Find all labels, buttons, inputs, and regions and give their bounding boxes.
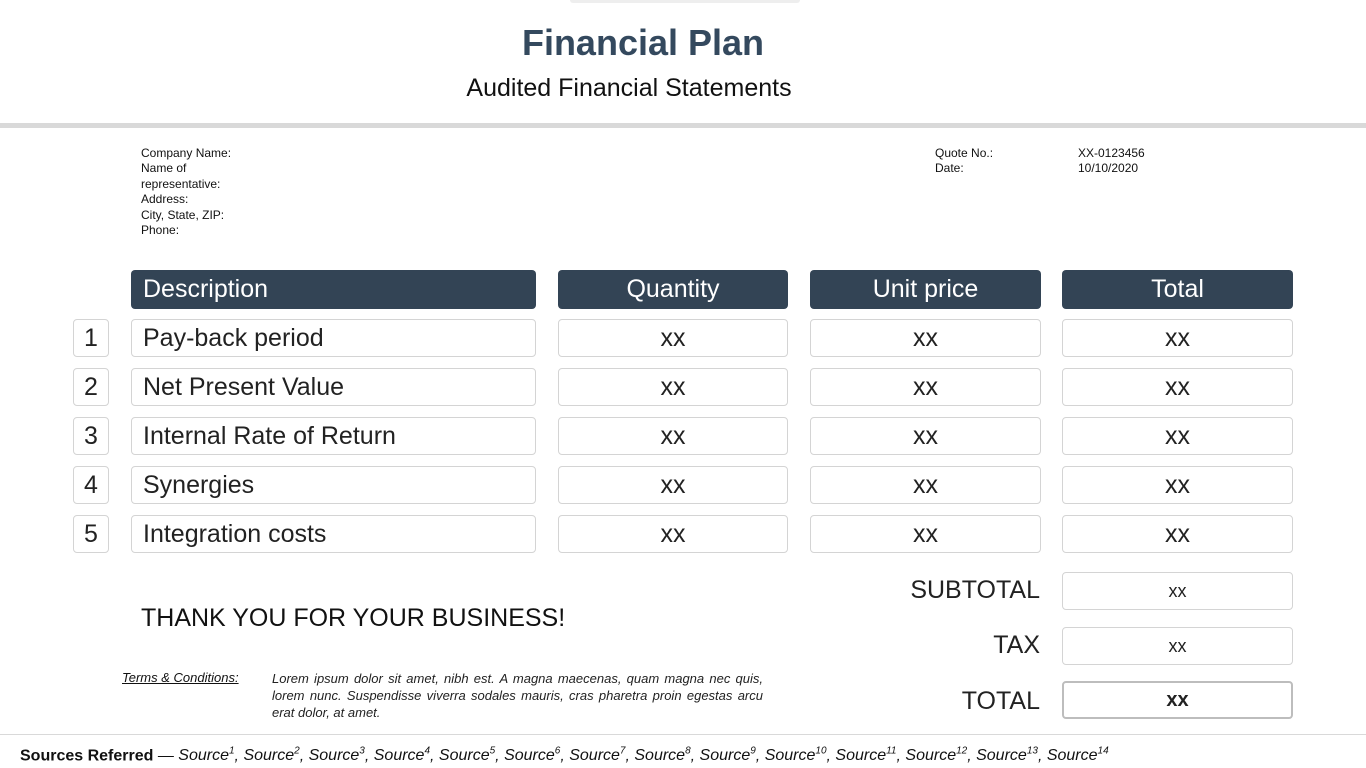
source-item: [765, 747, 827, 764]
quantity-cell: xx: [558, 368, 788, 406]
company-name-label: Company Name:: [141, 146, 232, 160]
source-superscript: 11: [886, 746, 897, 757]
unit-price-cell: xx: [810, 466, 1041, 504]
footer-divider: [0, 734, 1366, 735]
header-unit-price: Unit price: [810, 270, 1041, 309]
source-item: [439, 747, 495, 764]
source-item: [243, 747, 299, 764]
quantity-cell: xx: [558, 319, 788, 357]
source-item: [504, 747, 560, 764]
source-name: Source: [835, 747, 887, 765]
grand-total-value: xx: [1062, 681, 1293, 719]
source-name: Source: [976, 747, 1027, 765]
date-label: Date:: [935, 161, 964, 176]
source-superscript: 14: [1097, 746, 1109, 757]
city-label: City, State, ZIP:: [141, 207, 225, 222]
description-cell: Net Present Value: [131, 368, 536, 406]
total-cell: xx: [1062, 466, 1293, 504]
source-name: Source: [504, 747, 555, 765]
source-item: [374, 747, 430, 764]
total-cell: xx: [1062, 515, 1293, 553]
source-superscript: 9: [750, 746, 756, 757]
source-name: Source: [569, 747, 620, 765]
source-item: [835, 747, 896, 764]
quote-info-labels: [935, 146, 1055, 177]
terms-label: Terms & Conditions:: [122, 670, 239, 685]
page-title: Financial Plan: [521, 22, 765, 63]
source-item: [569, 747, 625, 764]
description-cell: Integration costs: [131, 515, 536, 553]
source-name: Source: [905, 747, 957, 765]
top-accent-tab: [570, 0, 800, 3]
row-number: 2: [73, 368, 109, 406]
quote-number-label: Quote No.:: [935, 146, 994, 160]
unit-price-cell: xx: [810, 319, 1041, 357]
source-name: Source: [243, 747, 295, 765]
subtotal-label: SUBTOTAL: [910, 576, 1040, 604]
row-number: 1: [73, 319, 109, 357]
row-number: 4: [73, 466, 109, 504]
tax-label: TAX: [993, 631, 1040, 659]
source-superscript: 1: [228, 746, 235, 757]
customer-info: [141, 146, 261, 238]
source-item: [178, 747, 234, 764]
total-cell: xx: [1062, 417, 1293, 455]
sources-referred: [20, 746, 1109, 765]
total-label: TOTAL: [961, 687, 1040, 715]
source-name: Source: [764, 747, 816, 765]
source-item: [634, 747, 690, 764]
description-cell: Internal Rate of Return: [131, 417, 536, 455]
source-superscript: 4: [424, 746, 431, 757]
source-superscript: 5: [489, 746, 496, 757]
source-name: Source: [178, 747, 229, 765]
address-label: Address:: [141, 192, 189, 207]
total-cell: xx: [1062, 319, 1293, 357]
source-superscript: 13: [1026, 746, 1038, 757]
source-superscript: 6: [554, 746, 561, 757]
source-superscript: 2: [294, 746, 300, 757]
source-item: [1047, 747, 1109, 764]
row-number: 5: [73, 515, 109, 553]
quote-number-value: XX-0123456: [1078, 146, 1145, 160]
terms-text: Lorem ipsum dolor sit amet, nibh est. A magna maecenas, quam magna nec quis, lorem nunc. Suspendisse viverra sodales mauris, cras pharetra proin egestas arcu erat dolor, at amet.: [272, 671, 763, 720]
source-name: Source: [1046, 747, 1098, 765]
quote-info-values: [1078, 146, 1218, 177]
quantity-cell: xx: [558, 417, 788, 455]
sources-label: Sources Referred: [20, 747, 154, 765]
sources-list: Source$^1$, Source$^2$, Source$^3$, Source$^4$, Source$^5$, Source$^6$, Source$^7$, Source$^8$, Source$^9$, Source$^{10}$, Source$^{11}$, Source$^{12}$, Source$^{13}$, Source$^{14}$: [178, 746, 1109, 765]
source-item: [905, 747, 967, 764]
header-quantity: Quantity: [558, 270, 788, 309]
header-total: Total: [1062, 270, 1293, 309]
row-number: 3: [73, 417, 109, 455]
source-superscript: 10: [815, 746, 827, 757]
subtotal-value: xx: [1062, 572, 1293, 610]
unit-price-cell: xx: [810, 515, 1041, 553]
thank-you-message: THANK YOU FOR YOUR BUSINESS!: [141, 604, 566, 632]
phone-label: Phone:: [141, 223, 180, 238]
tax-value: xx: [1062, 627, 1293, 665]
sources-dash: —: [153, 747, 179, 765]
source-name: Source: [373, 747, 425, 765]
source-superscript: 8: [685, 746, 691, 757]
source-superscript: 12: [956, 746, 968, 757]
quantity-cell: xx: [558, 515, 788, 553]
total-cell: xx: [1062, 368, 1293, 406]
description-cell: Pay-back period: [131, 319, 536, 357]
quantity-cell: xx: [558, 466, 788, 504]
source-superscript: 3: [359, 746, 365, 757]
source-name: Source: [438, 747, 490, 765]
unit-price-cell: xx: [810, 417, 1041, 455]
source-name: Source: [634, 747, 686, 765]
source-name: Source: [699, 747, 751, 765]
description-cell: Synergies: [131, 466, 536, 504]
representative-label: Name of representative:: [141, 161, 221, 191]
header-description: Description: [131, 270, 536, 309]
page-subtitle: Audited Financial Statements: [466, 74, 792, 102]
source-item: [700, 747, 756, 764]
date-value: 10/10/2020: [1078, 161, 1139, 176]
source-item: [309, 747, 365, 764]
header-divider: [0, 123, 1366, 128]
source-superscript: 7: [619, 746, 626, 757]
source-item: [976, 747, 1038, 764]
source-name: Source: [308, 747, 360, 765]
unit-price-cell: xx: [810, 368, 1041, 406]
